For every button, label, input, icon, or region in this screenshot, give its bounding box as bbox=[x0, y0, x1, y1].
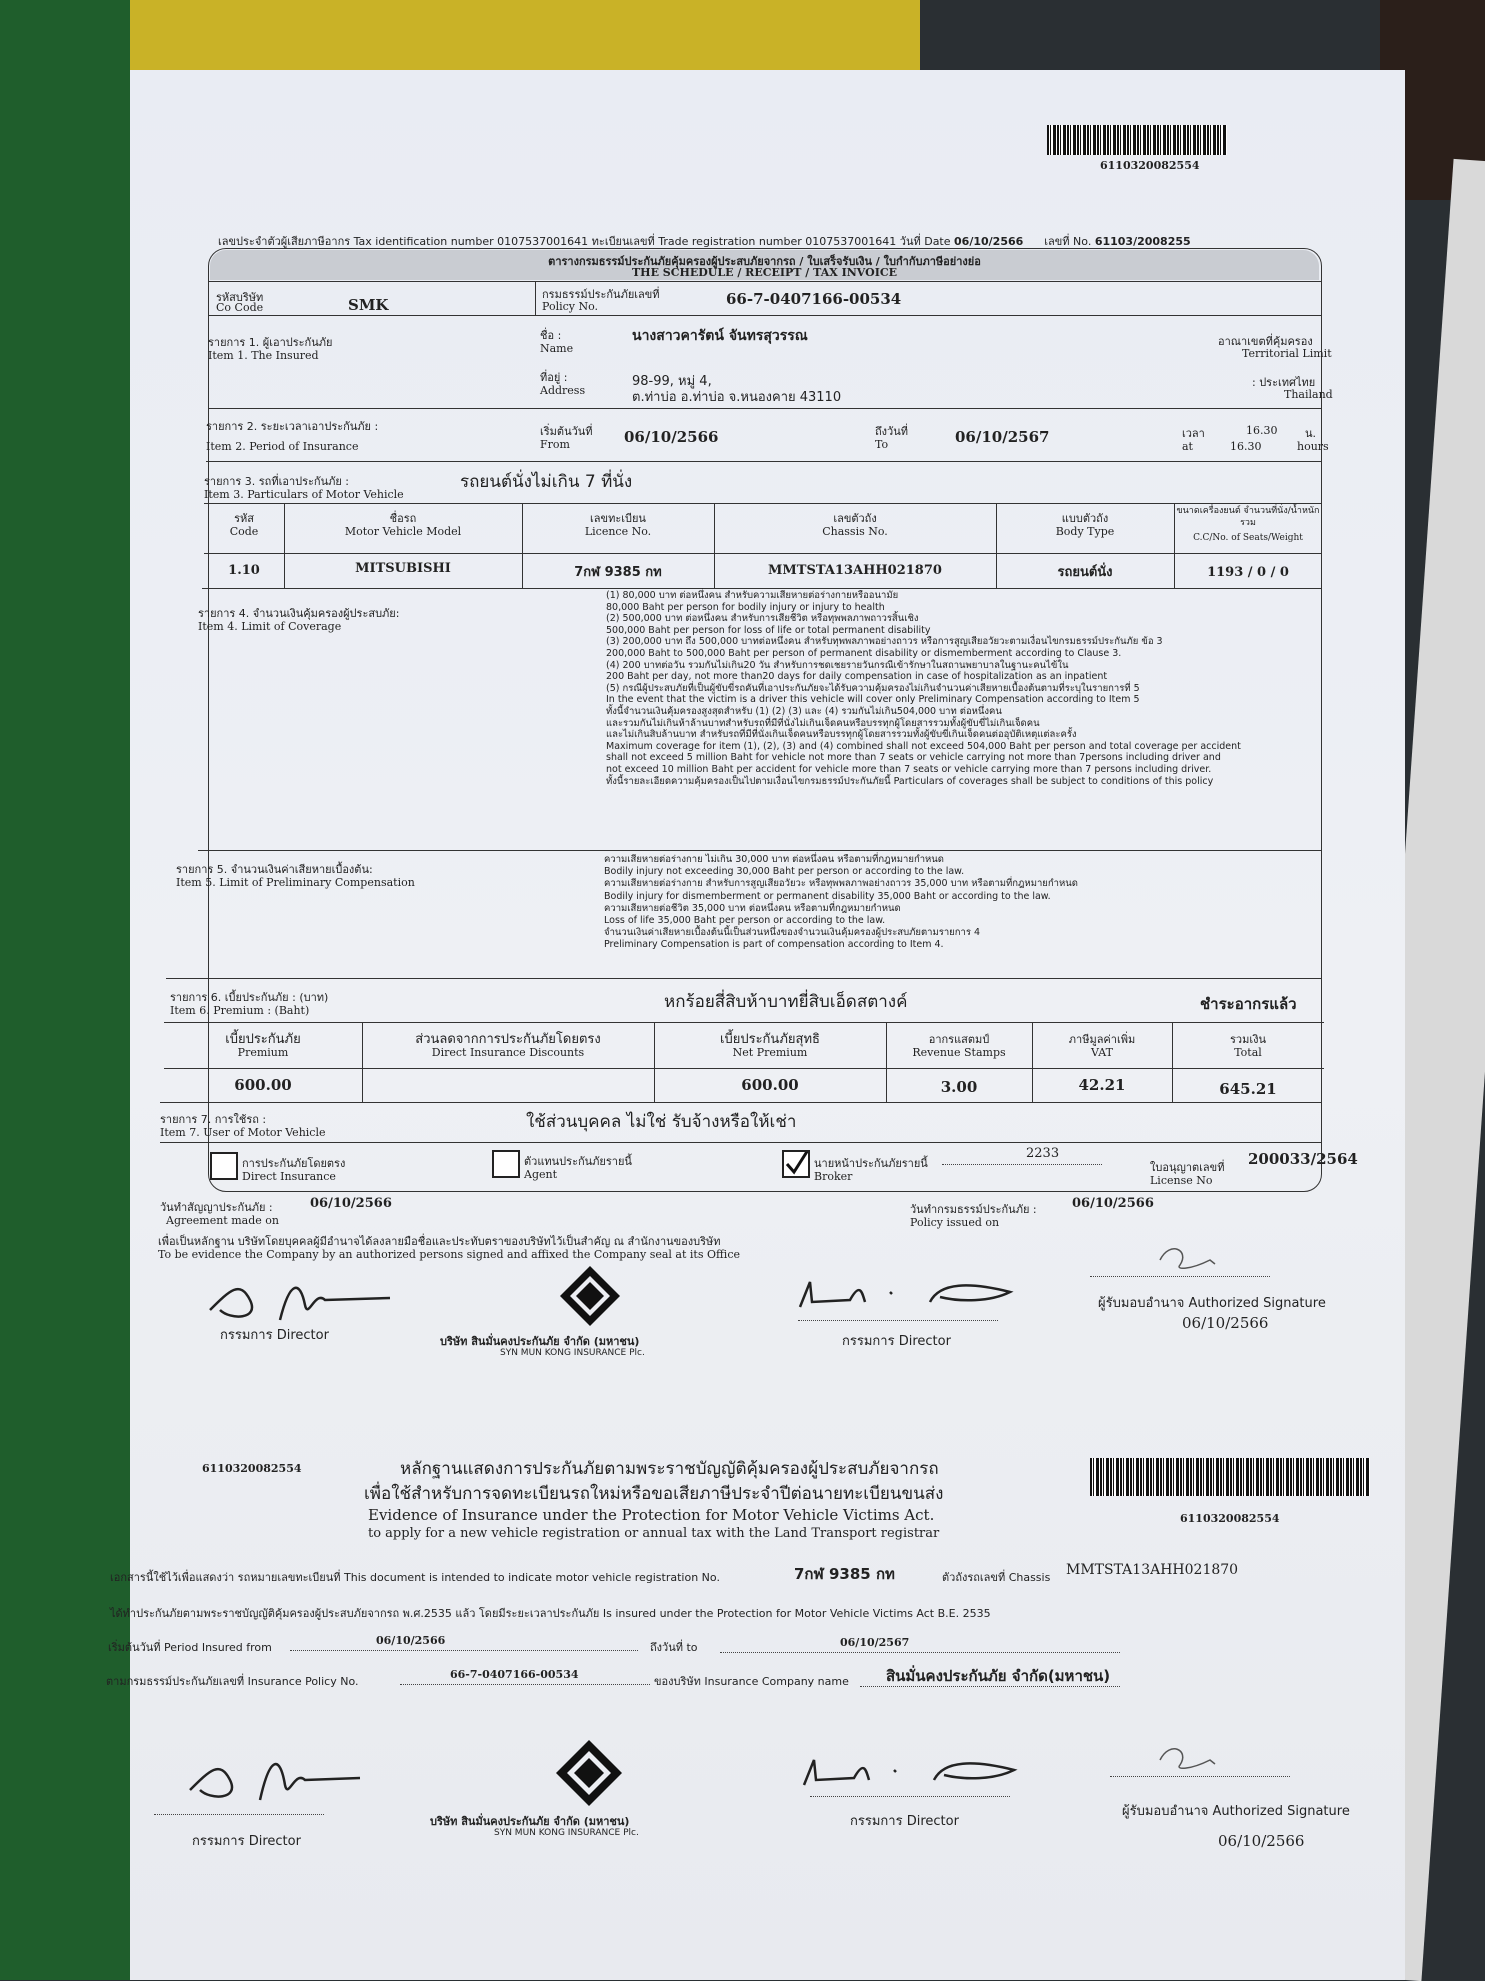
coverage-line: ทั้งนี้จำนวนเงินคุ้มครองสูงสุดสำหรับ (1) (2) (3) และ (4) รวมกันไม่เกิน504,000 บาท ต่อหนึ่งคน bbox=[606, 705, 1002, 717]
agreement-label-en: Agreement made on bbox=[166, 1214, 279, 1227]
to-label-th: ถึงวันที่ bbox=[875, 425, 908, 438]
pm-net-th: เบี้ยประกันภัยสุทธิ bbox=[720, 1032, 820, 1047]
preliminary-line: ความเสียหายต่อร่างกาย สำหรับการสูญเสียอวัยวะ หรือทุพพลภาพอย่างถาวร 35,000 บาท หรือตามที่กฎหมายกำหนด bbox=[604, 878, 1078, 890]
authorized-label-1: ผู้รับมอบอำนาจ Authorized Signature bbox=[1098, 1296, 1326, 1311]
pm-discount-th: ส่วนลดจากการประกันภัยโดยตรง bbox=[415, 1032, 601, 1047]
tax-no: 0107537001641 bbox=[497, 235, 589, 248]
pm-premium-en: Premium bbox=[237, 1046, 289, 1059]
pm-total-th: รวมเงิน bbox=[1230, 1033, 1266, 1046]
address-line2: ต.ท่าบ่อ อ.ท่าบ่อ จ.หนองคาย 43110 bbox=[632, 390, 842, 405]
direct-en: Direct Insurance bbox=[242, 1170, 336, 1183]
evidence-line1-label: เอกสารนี้ใช้ไว้เพื่อแสดงว่า รถหมายเลขทะเบียนที่ This document is intended to indicate motor vehicle registration No. bbox=[110, 1571, 720, 1584]
director-signature-3 bbox=[170, 1730, 390, 1810]
vh-code-en: Code bbox=[229, 525, 259, 538]
item5-label-th: รายการ 5. จำนวนเงินค่าเสียหายเบื้องต้น: bbox=[176, 863, 373, 876]
divider bbox=[860, 1686, 1120, 1687]
insured-name: นางสาวคารัตน์ จันทรสุวรรณ bbox=[632, 328, 808, 344]
country-th: : ประเทศไทย bbox=[1252, 376, 1316, 389]
divider bbox=[204, 553, 1322, 554]
evidence-en: To be evidence the Company by an authorized persons signed and affixed the Company seal at its Office bbox=[158, 1248, 740, 1261]
coverage-line: ทั้งนี้รายละเอียดความคุ้มครองเป็นไปตามเงื่อนไขกรมธรรม์ประกันภัยนี้ Particulars of coverages shall be subject to conditions of this policy bbox=[606, 775, 1214, 787]
address-label-th: ที่อยู่ : bbox=[540, 371, 568, 384]
evidence-company-value: สินมั่นคงประกันภัย จำกัด(มหาชน) bbox=[886, 1667, 1111, 1685]
pm-stamp-en: Revenue Stamps bbox=[912, 1046, 1006, 1059]
divider bbox=[1110, 1776, 1290, 1777]
preliminary-line: ความเสียหายต่อร่างกาย ไม่เกิน 30,000 บาท ต่อหนึ่งคน หรือตามที่กฎหมายกำหนด bbox=[604, 854, 944, 865]
broker-checkbox[interactable] bbox=[782, 1150, 810, 1178]
coverage-line: (4) 200 บาทต่อวัน รวมกันไม่เกิน20 วัน สำหรับการชดเชยรายวันกรณีเข้ารักษาในสถานพยาบาลในฐานะคนไข้ใน bbox=[606, 659, 1069, 671]
divider bbox=[535, 281, 536, 315]
policy-label-en: Policy No. bbox=[542, 300, 599, 313]
divider bbox=[1090, 1276, 1270, 1277]
license-en: License No bbox=[1150, 1174, 1213, 1187]
issued-date: 06/10/2566 bbox=[1072, 1196, 1154, 1211]
item6-label-th: รายการ 6. เบี้ยประกันภัย : (บาท) bbox=[170, 991, 329, 1004]
coverage-line: (2) 500,000 บาท ต่อหนึ่งคน สำหรับการเสียชีวิต หรือทุพพลภาพถาวรสิ้นเชิง bbox=[606, 613, 919, 625]
coverage-line: และรวมกันไม่เกินห้าล้านบาทสำหรับรถที่มีที่นั่งไม่เกินเจ็ดคนหรือบรรทุกผู้โดยสารรวมทั้งผู้ขับขี่ไม่เกินเจ็ดคน bbox=[606, 717, 1040, 729]
evidence-from-value: 06/10/2566 bbox=[376, 1634, 446, 1647]
time-label-th: เวลา bbox=[1182, 427, 1205, 440]
divider bbox=[798, 1320, 998, 1321]
vh-code-value: 1.10 bbox=[228, 563, 260, 578]
coverage-line: และไม่เกินสิบล้านบาท สำหรับรถที่มีที่นั่งเกินเจ็ดคนหรือบรรทุกผู้โดยสารรวมทั้งผู้ขับขี่เกินเจ็ดคนต่ออุบัติเหตุแต่ละครั้ง bbox=[606, 729, 1077, 741]
address-label-en: Address bbox=[540, 384, 586, 397]
divider bbox=[290, 1650, 638, 1651]
director-signature-4 bbox=[794, 1740, 1054, 1800]
coverage-line: not exceed 10 million Baht per accident for vehicle more than 7 seats or vehicle carrying more than 7 persons including driver. bbox=[606, 763, 1212, 775]
agent-checkbox[interactable] bbox=[492, 1150, 520, 1178]
vh-code-th: รหัส bbox=[234, 512, 254, 525]
from-label-th: เริ่มต้นวันที่ bbox=[540, 425, 593, 438]
authorized-date-2: 06/10/2566 bbox=[1218, 1832, 1305, 1850]
vh-body-en: Body Type bbox=[1055, 525, 1115, 538]
name-label-en: Name bbox=[540, 342, 574, 355]
item7-label-en: Item 7. User of Motor Vehicle bbox=[160, 1126, 326, 1139]
evidence-from-label: เริ่มต้นวันที่ Period Insured from bbox=[108, 1641, 272, 1654]
time-from: 16.30 bbox=[1246, 424, 1278, 437]
preliminary-line: Bodily injury not exceeding 30,000 Baht per person or according to the law. bbox=[604, 866, 965, 878]
vehicle-type: รถยนต์นั่งไม่เกิน 7 ที่นั่ง bbox=[460, 472, 633, 492]
pm-vat-en: VAT bbox=[1091, 1046, 1113, 1059]
item2-label-en: Item 2. Period of Insurance bbox=[206, 440, 359, 453]
agent-th: ตัวแทนประกันภัยรายนี้ bbox=[524, 1155, 632, 1168]
license-th: ใบอนุญาตเลขที่ bbox=[1150, 1161, 1225, 1174]
coverage-line: (3) 200,000 บาท ถึง 500,000 บาทต่อหนึ่งคน สำหรับทุพพลภาพอย่างถาวร หรือการสูญเสียอวัยวะตามเงื่อนไขกรมธรรม์ประกันภัย ข้อ 3 bbox=[606, 636, 1163, 648]
divider bbox=[154, 1814, 324, 1815]
evidence-chassis-label: ตัวถังรถเลขที่ Chassis bbox=[942, 1571, 1051, 1584]
preliminary-line: ความเสียหายต่อชีวิต 35,000 บาท ต่อหนึ่งคน หรือตามที่กฎหมายกำหนด bbox=[604, 902, 901, 914]
evidence-title-th1: หลักฐานแสดงการประกันภัยตามพระราชบัญญัติคุ้มครองผู้ประสบภัยจากรถ bbox=[400, 1459, 939, 1479]
director-label-2: กรรมการ Director bbox=[842, 1334, 951, 1349]
unit-th: น. bbox=[1305, 427, 1317, 440]
direct-th: การประกันภัยโดยตรง bbox=[242, 1157, 346, 1170]
vh-model-en: Motor Vehicle Model bbox=[344, 525, 462, 538]
broker-code: 2233 bbox=[1026, 1146, 1060, 1161]
company-logo-icon bbox=[554, 1738, 624, 1808]
name-label-th: ชื่อ : bbox=[540, 329, 562, 342]
broker-th: นายหน้าประกันภัยรายนี้ bbox=[814, 1157, 928, 1170]
unit-en: hours bbox=[1297, 440, 1329, 453]
pm-net-value: 600.00 bbox=[741, 1076, 799, 1094]
company-logo-icon bbox=[558, 1264, 622, 1328]
pm-stamp-value: 3.00 bbox=[940, 1078, 978, 1096]
pm-vat-th: ภาษีมูลค่าเพิ่ม bbox=[1068, 1033, 1136, 1046]
vh-model-th: ชื่อรถ bbox=[389, 512, 417, 525]
evidence-reg-no: 7กฬ 9385 กท bbox=[794, 1565, 895, 1583]
divider bbox=[400, 1684, 650, 1685]
broker-en: Broker bbox=[814, 1170, 853, 1183]
coverage-text bbox=[606, 590, 1306, 787]
coverage-line: (5) กรณีผู้ประสบภัยที่เป็นผู้ขับขี่รถคันที่เอาประกันภัยจะได้รับความคุ้มครองไม่เกินจำนวนค่าเสียหายเบื้องต้นตามที่ระบุในรายการที่ 5 bbox=[606, 682, 1140, 694]
vh-body-th: แบบตัวถัง bbox=[1061, 512, 1109, 525]
coverage-line: 80,000 Baht per person for bodily injury or injury to health bbox=[606, 601, 885, 613]
director-label-4: กรรมการ Director bbox=[850, 1814, 959, 1829]
issued-label-th: วันทำกรมธรรม์ประกันภัย : bbox=[910, 1203, 1037, 1216]
coverage-line: 200,000 Baht to 500,000 Baht per person of permanent disability or dismemberment according to Clause 3. bbox=[606, 647, 1122, 659]
vh-chassis-en: Chassis No. bbox=[822, 525, 888, 538]
co-code: SMK bbox=[348, 296, 389, 314]
territory-th: อาณาเขตที่คุ้มครอง bbox=[1218, 335, 1313, 348]
country-en: Thailand bbox=[1284, 388, 1333, 401]
evidence-title-th2: เพื่อใช้สำหรับการจดทะเบียนรถใหม่หรือขอเสียภาษีประจำปีต่อนายทะเบียนขนส่ง bbox=[364, 1484, 944, 1504]
item2-label-th: รายการ 2. ระยะเวลาเอาประกันภัย : bbox=[206, 420, 379, 433]
doc-date: 06/10/2566 bbox=[954, 235, 1024, 248]
pm-discount-en: Direct Insurance Discounts bbox=[431, 1046, 585, 1059]
evidence-barcode-right: 6110320082554 bbox=[1180, 1512, 1280, 1525]
preliminary-line: Bodily injury for dismemberment or permanent disability 35,000 Baht or according to the law. bbox=[604, 890, 1051, 902]
agreement-label-th: วันทำสัญญาประกันภัย : bbox=[160, 1201, 273, 1214]
coverage-line: In the event that the victim is a driver this vehicle will cover only Preliminary Compensation according to Item 5 bbox=[606, 694, 1140, 706]
divider bbox=[160, 1102, 1322, 1103]
director-signature-2 bbox=[790, 1262, 1050, 1322]
evidence-to-value: 06/10/2567 bbox=[840, 1636, 910, 1649]
vh-cc-en: C.C/No. of Seats/Weight bbox=[1193, 533, 1303, 543]
authorized-label-2: ผู้รับมอบอำนาจ Authorized Signature bbox=[1122, 1804, 1350, 1819]
from-label-en: From bbox=[540, 438, 570, 451]
vh-licence-en: Licence No. bbox=[584, 525, 652, 538]
evidence-barcode-left: 6110320082554 bbox=[202, 1462, 302, 1475]
pm-total-value: 645.21 bbox=[1219, 1080, 1277, 1098]
territory-en: Territorial Limit bbox=[1242, 347, 1332, 360]
agent-en: Agent bbox=[524, 1168, 557, 1181]
pm-net-en: Net Premium bbox=[732, 1046, 808, 1059]
company-name-th-2: บริษัท สินมั่นคงประกันภัย จำกัด (มหาชน) bbox=[430, 1815, 630, 1828]
vh-chassis-th: เลขตัวถัง bbox=[833, 512, 877, 525]
evidence-th: เพื่อเป็นหลักฐาน บริษัทโดยบุคคลผู้มีอำนาจได้ลงลายมือชื่อและประทับตราของบริษัทไว้เป็นสำคัญ ณ สำนักงานของบริษัท bbox=[158, 1235, 721, 1248]
vh-body-value: รถยนต์นั่ง bbox=[1057, 565, 1113, 580]
barcode-number: 6110320082554 bbox=[1100, 159, 1200, 172]
trade-label: ทะเบียนเลขที่ Trade registration number bbox=[591, 235, 802, 248]
divider bbox=[208, 281, 1322, 282]
evidence-company-label: ของบริษัท Insurance Company name bbox=[654, 1675, 849, 1688]
vh-licence-value: 7กฬ 9385 กท bbox=[574, 565, 662, 580]
item4-label-en: Item 4. Limit of Coverage bbox=[198, 620, 342, 633]
time-label-en: at bbox=[1182, 440, 1193, 453]
authorized-date-1: 06/10/2566 bbox=[1182, 1314, 1269, 1332]
divider bbox=[208, 408, 1322, 409]
divider bbox=[720, 1652, 1120, 1653]
authorized-signature-1 bbox=[1130, 1230, 1270, 1280]
director-label-1: กรรมการ Director bbox=[220, 1328, 329, 1343]
divider bbox=[202, 588, 1322, 589]
vehicle-table bbox=[204, 503, 1322, 588]
item6-label-en: Item 6. Premium : (Baht) bbox=[170, 1004, 310, 1017]
barcode-top bbox=[1047, 125, 1227, 155]
evidence-line2: ได้ทำประกันภัยตามพระราชบัญญัติคุ้มครองผู้ประสบภัยจากรถ พ.ศ.2535 แล้ว โดยมีระยะเวลาประกันภัย Is insured under the Protection for Motor Vehicle Victims Act B.E. 2535 bbox=[110, 1607, 991, 1620]
doc-no: 61103/2008255 bbox=[1094, 235, 1191, 248]
issued-label-en: Policy issued on bbox=[910, 1216, 1000, 1229]
insurance-document bbox=[106, 70, 1405, 1980]
address-line1: 98-99, หมู่ 4, bbox=[632, 374, 712, 389]
divider bbox=[206, 461, 1322, 462]
vh-cc-value: 1193 / 0 / 0 bbox=[1207, 565, 1289, 580]
title-th: ตารางกรมธรรม์ประกันภัยคุ้มครองผู้ประสบภัยจากรถ / ใบเสร็จรับเงิน / ใบกำกับภาษีอย่างย่อ bbox=[548, 255, 981, 268]
divider bbox=[198, 850, 1322, 851]
preliminary-line: Preliminary Compensation is part of compensation according to Item 4. bbox=[604, 939, 944, 951]
tax-label: เลขประจำตัวผู้เสียภาษีอากร Tax identification number bbox=[218, 235, 494, 248]
vh-chassis-value: MMTSTA13AHH021870 bbox=[768, 563, 942, 578]
pm-premium-th: เบี้ยประกันภัย bbox=[225, 1032, 301, 1047]
director-label-3: กรรมการ Director bbox=[192, 1834, 301, 1849]
company-name-en-1: SYN MUN KONG INSURANCE Plc. bbox=[500, 1348, 645, 1358]
pm-total-en: Total bbox=[1234, 1046, 1262, 1059]
preliminary-line: Loss of life 35,000 Baht per person or according to the law. bbox=[604, 915, 886, 927]
to-label-en: To bbox=[875, 438, 889, 451]
time-to: 16.30 bbox=[1230, 440, 1262, 453]
co-code-label-th: รหัสบริษัท bbox=[216, 291, 264, 304]
period-from-date: 06/10/2566 bbox=[624, 428, 719, 446]
pm-vat-value: 42.21 bbox=[1078, 1076, 1126, 1094]
license-no: 200033/2564 bbox=[1248, 1150, 1358, 1168]
coverage-line: 500,000 Baht per person for loss of life or total permanent disability bbox=[606, 624, 931, 636]
evidence-title-en1: Evidence of Insurance under the Protection for Motor Vehicle Victims Act. bbox=[368, 1506, 935, 1524]
no-label: เลขที่ No. bbox=[1044, 235, 1092, 248]
vh-licence-th: เลขทะเบียน bbox=[590, 512, 646, 525]
authorized-signature-2 bbox=[1130, 1730, 1270, 1780]
trade-no: 0107537001641 bbox=[805, 235, 897, 248]
evidence-title-en2: to apply for a new vehicle registration or annual tax with the Land Transport registrar bbox=[368, 1526, 940, 1541]
divider bbox=[810, 1796, 1010, 1797]
item1-label-en: Item 1. The Insured bbox=[208, 349, 319, 362]
vehicle-use: ใช้ส่วนบุคคล ไม่ใช่ รับจ้างหรือให้เช่า bbox=[526, 1112, 797, 1132]
co-code-label-en: Co Code bbox=[216, 301, 264, 314]
director-signature-1 bbox=[190, 1260, 410, 1330]
item3-label-en: Item 3. Particulars of Motor Vehicle bbox=[204, 488, 404, 501]
evidence-chassis-value: MMTSTA13AHH021870 bbox=[1066, 1562, 1239, 1578]
company-name-th-1: บริษัท สินมั่นคงประกันภัย จำกัด (มหาชน) bbox=[440, 1335, 640, 1348]
divider bbox=[166, 978, 1322, 979]
period-to-date: 06/10/2567 bbox=[955, 428, 1050, 446]
divider bbox=[160, 1142, 1322, 1143]
policy-label-th: กรมธรรม์ประกันภัยเลขที่ bbox=[542, 288, 660, 301]
evidence-policy-value: 66-7-0407166-00534 bbox=[450, 1668, 579, 1681]
coverage-line: Maximum coverage for item (1), (2), (3) and (4) combined shall not exceed 504,000 Baht per person and total coverage per accident bbox=[606, 740, 1241, 752]
coverage-line: shall not exceed 5 million Baht for vehicle not more than 7 seats or vehicle carrying not more than 7persons including driver and bbox=[606, 752, 1221, 764]
item3-label-th: รายการ 3. รถที่เอาประกันภัย : bbox=[204, 475, 350, 488]
vh-cc-th: ขนาดเครื่องยนต์ จำนวนที่นั่ง/น้ำหนักรวม bbox=[1176, 506, 1320, 528]
title-en: THE SCHEDULE / RECEIPT / TAX INVOICE bbox=[631, 266, 898, 279]
coverage-line: (1) 80,000 บาท ต่อหนึ่งคน สำหรับความเสียหายต่อร่างกายหรืออนามัย bbox=[606, 590, 899, 601]
divider bbox=[208, 315, 1322, 316]
item1-label-th: รายการ 1. ผู้เอาประกันภัย bbox=[208, 336, 333, 349]
stamp-paid: ชำระอากรแล้ว bbox=[1200, 995, 1297, 1013]
coverage-line: 200 Baht per day, not more than20 days for daily compensation in case of hospitalization as an inpatient bbox=[606, 671, 1108, 683]
preliminary-text bbox=[604, 854, 1304, 952]
divider bbox=[942, 1164, 1102, 1165]
policy-no: 66-7-0407166-00534 bbox=[726, 290, 902, 308]
item7-label-th: รายการ 7. การใช้รถ : bbox=[160, 1113, 267, 1126]
agreement-date: 06/10/2566 bbox=[310, 1196, 392, 1211]
evidence-to-label: ถึงวันที่ to bbox=[650, 1641, 698, 1654]
premium-table bbox=[164, 1022, 1324, 1102]
direct-insurance-checkbox[interactable] bbox=[210, 1152, 238, 1180]
item4-label-th: รายการ 4. จำนวนเงินคุ้มครองผู้ประสบภัย: bbox=[198, 607, 400, 620]
date-label: วันที่ Date bbox=[899, 235, 951, 248]
preliminary-line: จำนวนเงินค่าเสียหายเบื้องต้นนี้เป็นส่วนหนึ่งของจำนวนเงินคุ้มครองผู้ประสบภัยตามรายการ 4 bbox=[604, 927, 980, 939]
evidence-policy-label: ตามกรมธรรม์ประกันภัยเลขที่ Insurance Policy No. bbox=[106, 1675, 359, 1688]
pm-stamp-th: อากรแสตมป์ bbox=[928, 1033, 990, 1046]
barcode-bottom bbox=[1090, 1458, 1370, 1496]
company-name-en-2: SYN MUN KONG INSURANCE Plc. bbox=[494, 1828, 639, 1838]
divider bbox=[164, 1068, 1324, 1069]
check-icon bbox=[784, 1152, 808, 1176]
pm-premium-value: 600.00 bbox=[234, 1076, 292, 1094]
item5-label-en: Item 5. Limit of Preliminary Compensation bbox=[176, 876, 415, 889]
vh-model-value: MITSUBISHI bbox=[355, 561, 451, 576]
amount-words: หกร้อยสี่สิบห้าบาทยี่สิบเอ็ดสตางค์ bbox=[664, 992, 908, 1012]
